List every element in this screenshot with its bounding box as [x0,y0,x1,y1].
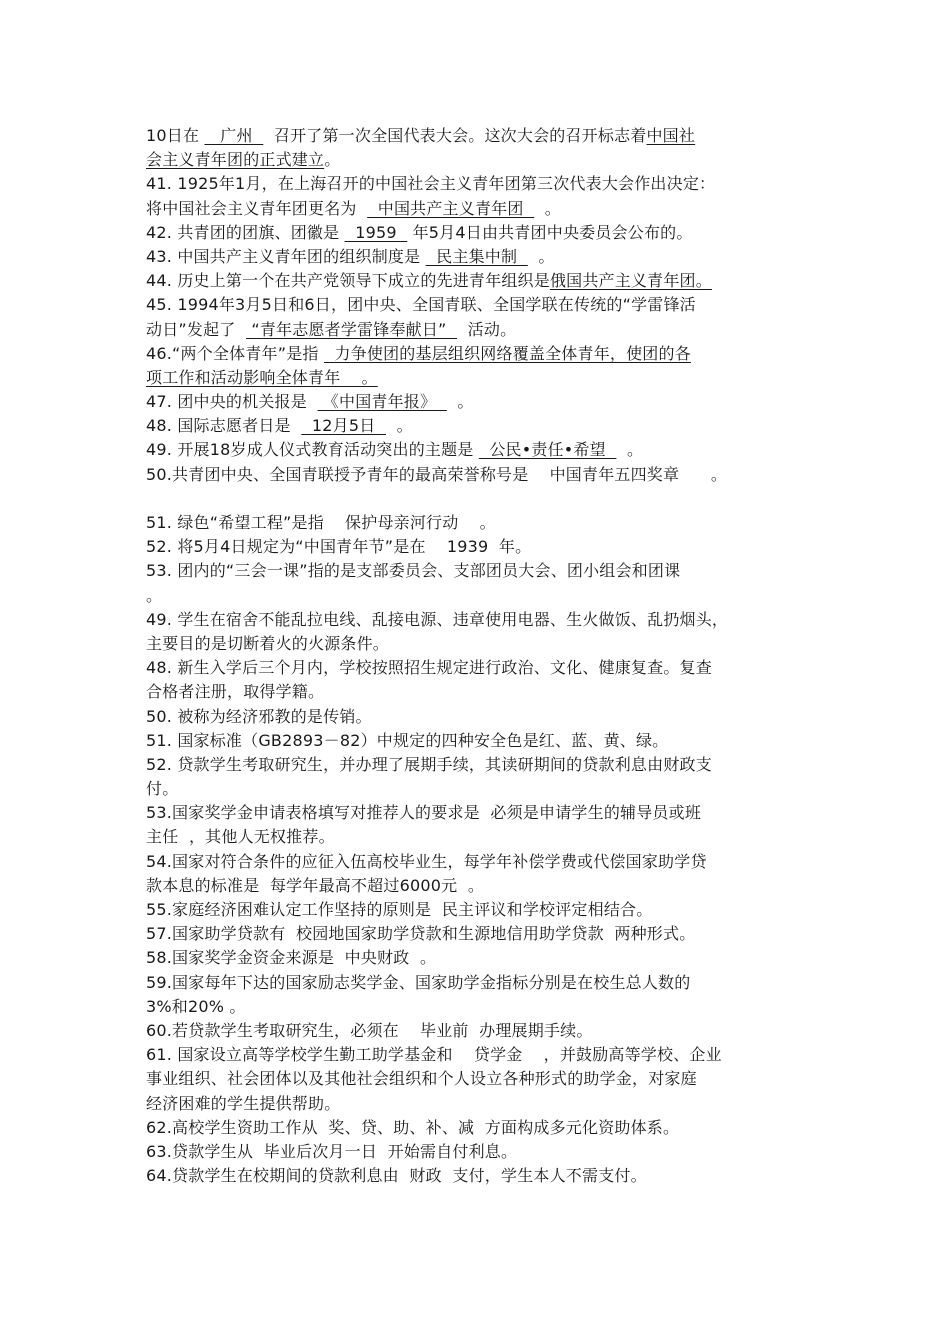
line-text: 。 [534,198,561,218]
line-text: 。 [446,392,474,412]
text-line [146,366,826,390]
paragraph-gap [146,487,826,511]
line-text: 10日在 [146,126,205,145]
text-line [146,1092,826,1116]
text-line [146,124,826,148]
line-text: 事业组织、社会团体以及其他社会组织和个人设立各种形式的助学金，对家庭 [146,1069,697,1089]
text-line [146,511,826,535]
text-line [146,971,826,995]
text-line [146,221,826,245]
text-line [146,318,826,342]
line-text: 42. 共青团的团旗、团徽是 [146,222,345,242]
text-line [146,777,826,801]
line-text: 51. 国家标准（GB2893－82）中规定的四种安全色是红、蓝、黄、绿。 [146,730,669,750]
document-body [146,124,826,1188]
line-text: 43. 中国共产主义青年团的组织制度是 [146,246,426,266]
line-text: 年5月4日由共青团中央委员会公布的。 [407,222,693,242]
text-line [146,245,826,269]
line-text: 动日”发起了 [146,319,247,339]
line-text: 48. 国际志愿者日是 [146,416,302,436]
underlined-answer: 中国社 [646,126,696,145]
line-text: 59.国家每年下达的国家励志奖学金、国家助学金指标分别是在校生总人数的 [146,972,691,992]
text-line [146,1019,826,1043]
line-text: 51. 绿色“希望工程”是指 保护母亲河行动 。 [146,513,496,532]
line-text: 61. 国家设立高等学校学生勤工助学基金和 贷学金 ，并鼓励高等学校、企业 [146,1045,722,1065]
text-line [146,1164,826,1188]
line-text: 款本息的标准是 每学年最高不超过6000元 。 [146,875,485,895]
line-text: 。 [527,246,555,266]
text-line [146,1116,826,1140]
text-line [146,656,826,680]
line-text: 63.贷款学生从 毕业后次月一日 开始需自付利息。 [146,1141,518,1161]
text-line [146,922,826,946]
underlined-answer: 民主集中制 [425,246,528,266]
text-line [146,1067,826,1091]
line-text: 活动。 [457,319,517,339]
text-line [146,559,826,583]
text-line [146,825,826,849]
line-text: 付。 [146,779,179,799]
line-text: 47. 团中央的机关报是 [146,392,318,412]
text-line [146,608,826,632]
text-line [146,342,826,366]
text-line [146,705,826,729]
text-line [146,946,826,970]
line-text: 。 [146,585,163,605]
underlined-answer: 《中国青年报》 [317,392,447,412]
line-text: 54.国家对符合条件的应征入伍高校毕业生，每学年补偿学费或代偿国家助学贷 [146,851,707,871]
line-text: 49. 学生在宿舍不能乱拉电线、乱接电源、违章使用电器、生火做饭、乱扔烟头， [146,609,729,629]
line-text: 52. 贷款学生考取研究生，并办理了展期手续，其读研期间的贷款利息由财政支 [146,754,712,774]
text-line [146,269,826,293]
line-text: 52. 将5月4日规定为“中国青年节”是在 1939 年。 [146,537,532,557]
text-line [146,438,826,462]
text-line [146,535,826,559]
line-text: 53.国家奖学金申请表格填写对推荐人的要求是 必须是申请学生的辅导员或班 [146,803,702,823]
text-line [146,584,826,608]
underlined-answer: 公民•责任•希望 [478,440,617,460]
underlined-answer: 中国共产主义青年团 [367,198,535,218]
text-line [146,293,826,317]
line-text: 64.贷款学生在校期间的贷款利息由 财政 支付，学生本人不需支付。 [146,1166,647,1186]
line-text: 62.高校学生资助工作从 奖、贷、助、补、减 方面构成多元化资助体系。 [146,1117,680,1137]
text-line [146,995,826,1019]
text-line [146,729,826,753]
text-line [146,874,826,898]
underlined-answer: 12月5日 [301,416,386,436]
line-text: 。 [324,150,341,170]
text-line [146,1043,826,1067]
line-text: 49. 开展18岁成人仪式教育活动突出的主题是 [146,440,479,460]
underlined-answer: 会主义青年团的正式建立 [146,150,325,170]
underlined-answer: 广州 [204,126,264,145]
line-text: 45. 1994年3月5日和6日，团中央、全国青联、全国学联在传统的“学雷锋活 [146,295,696,315]
underlined-answer: 力争使团的基层组织网络覆盖全体青年，使团的各 [323,343,691,363]
line-text: 44. 历史上第一个在共产党领导下成立的先进青年组织是 [146,271,550,291]
text-line [146,148,826,172]
text-line [146,414,826,438]
line-text: 主要目的是切断着火的火源条件。 [146,633,390,653]
line-text: 经济困难的学生提供帮助。 [146,1093,341,1113]
line-text: 合格者注册，取得学籍。 [146,682,325,702]
line-text: 。 [616,440,644,460]
line-text: 46.“两个全体青年”是指 [146,343,324,363]
line-text: 3%和20% 。 [146,996,246,1016]
underlined-answer: 项工作和活动影响全体青年 。 [146,367,378,387]
line-text: 57.国家助学贷款有 校园地国家助学贷款和生源地信用助学贷款 两种形式。 [146,924,696,944]
text-line [146,801,826,825]
text-line [146,898,826,922]
line-text: 53. 团内的“三会一课”指的是支部委员会、支部团员大会、团小组会和团课 [146,561,681,581]
line-text: 50. 被称为经济邪教的是传销。 [146,706,372,726]
line-text: 60.若贷款学生考取研究生，必须在 毕业前 办理展期手续。 [146,1020,593,1040]
text-line [146,850,826,874]
line-text: 将中国社会主义青年团更名为 [146,198,368,218]
line-text: 41. 1925年1月，在上海召开的中国社会主义青年团第三次代表大会作出决定： [146,174,716,194]
text-line [146,1140,826,1164]
line-text: 召开了第一次全国代表大会。这次大会的召开标志着 [263,126,647,145]
line-text: 。 [386,416,413,436]
line-text: 58.国家奖学金资金来源是 中央财政 。 [146,948,437,968]
underlined-answer: 俄国共产主义青年团。 [549,271,712,291]
text-line [146,463,826,487]
text-line [146,390,826,414]
text-line [146,753,826,777]
underlined-answer: “青年志愿者学雷锋奉献日” [246,319,458,339]
line-text: 50.共青团中央、全国青联授予青年的最高荣誉称号是 中国青年五四奖章 。 [146,464,728,484]
line-text: 主任 ，其他人无权推荐。 [146,827,335,847]
text-line [146,172,826,196]
text-line [146,197,826,221]
line-text: 55.家庭经济困难认定工作坚持的原则是 民主评议和学校评定相结合。 [146,900,653,919]
underlined-answer: 1959 [344,222,408,242]
line-text: 48. 新生入学后三个月内，学校按照招生规定进行政治、文化、健康复查。复查 [146,658,712,678]
text-line [146,632,826,656]
text-line [146,680,826,704]
